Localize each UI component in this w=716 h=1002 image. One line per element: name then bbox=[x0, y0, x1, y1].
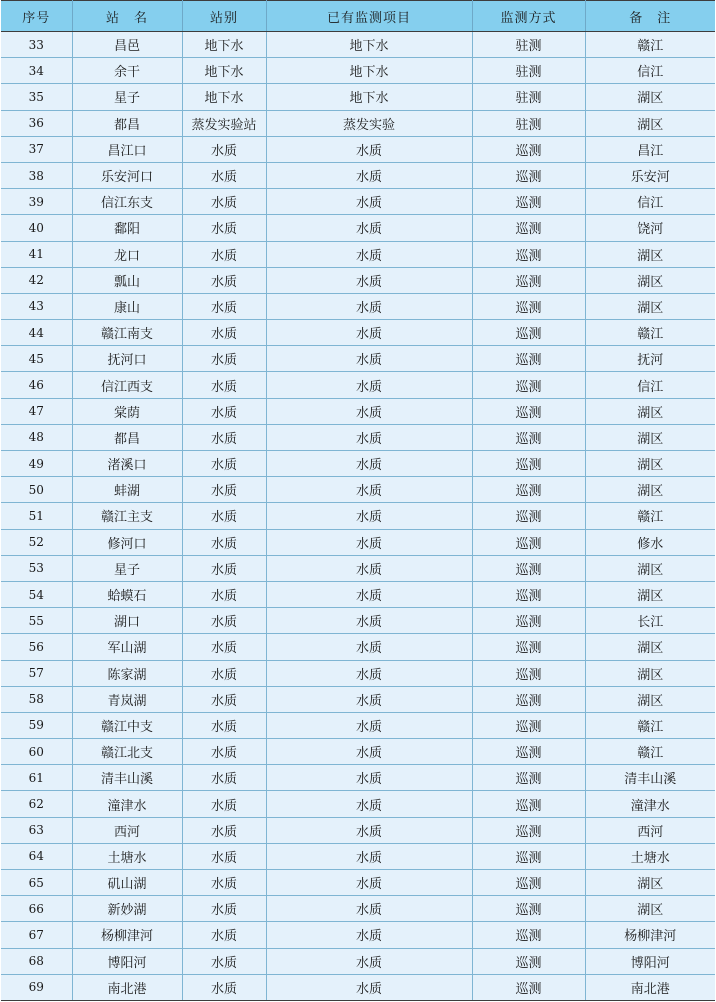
cell-method: 驻测 bbox=[472, 32, 585, 58]
cell-method: 巡测 bbox=[472, 372, 585, 398]
table-row bbox=[1, 634, 715, 660]
cell-method: 巡测 bbox=[472, 162, 585, 188]
table-row bbox=[1, 293, 715, 319]
cell-name: 余干 bbox=[72, 58, 182, 84]
cell-note: 南北港 bbox=[585, 974, 715, 1000]
table-row bbox=[1, 870, 715, 896]
cell-type: 地下水 bbox=[182, 58, 266, 84]
cell-seq: 61 bbox=[1, 765, 72, 791]
cell-items: 水质 bbox=[266, 608, 472, 634]
cell-note: 湖区 bbox=[585, 555, 715, 581]
table-body bbox=[1, 32, 715, 1001]
cell-items: 水质 bbox=[266, 372, 472, 398]
cell-items: 水质 bbox=[266, 477, 472, 503]
cell-note: 赣江 bbox=[585, 503, 715, 529]
cell-method: 巡测 bbox=[472, 843, 585, 869]
cell-seq: 35 bbox=[1, 84, 72, 110]
header-items: 已有监测项目 bbox=[266, 1, 472, 32]
cell-items: 水质 bbox=[266, 922, 472, 948]
cell-note: 信江 bbox=[585, 372, 715, 398]
cell-seq: 33 bbox=[1, 32, 72, 58]
cell-method: 巡测 bbox=[472, 293, 585, 319]
cell-seq: 51 bbox=[1, 503, 72, 529]
cell-type: 水质 bbox=[182, 765, 266, 791]
header-row bbox=[1, 1, 715, 32]
cell-note: 饶河 bbox=[585, 215, 715, 241]
cell-seq: 34 bbox=[1, 58, 72, 84]
cell-note: 湖区 bbox=[585, 110, 715, 136]
cell-method: 驻测 bbox=[472, 58, 585, 84]
cell-type: 水质 bbox=[182, 372, 266, 398]
table-row bbox=[1, 922, 715, 948]
cell-name: 渚溪口 bbox=[72, 451, 182, 477]
cell-note: 湖区 bbox=[585, 660, 715, 686]
cell-seq: 49 bbox=[1, 451, 72, 477]
cell-seq: 48 bbox=[1, 424, 72, 450]
cell-type: 水质 bbox=[182, 346, 266, 372]
cell-type: 水质 bbox=[182, 267, 266, 293]
cell-items: 水质 bbox=[266, 555, 472, 581]
cell-name: 蛤蟆石 bbox=[72, 581, 182, 607]
cell-method: 巡测 bbox=[472, 739, 585, 765]
cell-items: 水质 bbox=[266, 817, 472, 843]
table-row bbox=[1, 424, 715, 450]
cell-note: 赣江 bbox=[585, 32, 715, 58]
cell-method: 巡测 bbox=[472, 581, 585, 607]
cell-seq: 62 bbox=[1, 791, 72, 817]
table-row bbox=[1, 267, 715, 293]
table-row bbox=[1, 739, 715, 765]
cell-seq: 66 bbox=[1, 896, 72, 922]
cell-note: 杨柳津河 bbox=[585, 922, 715, 948]
cell-note: 抚河 bbox=[585, 346, 715, 372]
cell-name: 湖口 bbox=[72, 608, 182, 634]
table-row bbox=[1, 58, 715, 84]
cell-name: 信江西支 bbox=[72, 372, 182, 398]
table-row bbox=[1, 896, 715, 922]
header-name: 站 名 bbox=[72, 1, 182, 32]
cell-type: 水质 bbox=[182, 634, 266, 660]
cell-method: 巡测 bbox=[472, 189, 585, 215]
cell-seq: 59 bbox=[1, 712, 72, 738]
cell-items: 水质 bbox=[266, 948, 472, 974]
cell-type: 水质 bbox=[182, 922, 266, 948]
cell-note: 赣江 bbox=[585, 320, 715, 346]
cell-type: 水质 bbox=[182, 136, 266, 162]
cell-name: 军山湖 bbox=[72, 634, 182, 660]
cell-items: 水质 bbox=[266, 451, 472, 477]
cell-note: 湖区 bbox=[585, 267, 715, 293]
cell-name: 鄱阳 bbox=[72, 215, 182, 241]
cell-items: 水质 bbox=[266, 765, 472, 791]
table-row bbox=[1, 608, 715, 634]
cell-seq: 45 bbox=[1, 346, 72, 372]
cell-type: 水质 bbox=[182, 424, 266, 450]
cell-method: 巡测 bbox=[472, 424, 585, 450]
cell-seq: 47 bbox=[1, 398, 72, 424]
table-row bbox=[1, 581, 715, 607]
table-row bbox=[1, 765, 715, 791]
cell-name: 潼津水 bbox=[72, 791, 182, 817]
cell-name: 都昌 bbox=[72, 110, 182, 136]
cell-note: 博阳河 bbox=[585, 948, 715, 974]
cell-note: 湖区 bbox=[585, 477, 715, 503]
cell-type: 水质 bbox=[182, 477, 266, 503]
cell-name: 南北港 bbox=[72, 974, 182, 1000]
table-row bbox=[1, 503, 715, 529]
cell-name: 龙口 bbox=[72, 241, 182, 267]
cell-seq: 53 bbox=[1, 555, 72, 581]
cell-type: 水质 bbox=[182, 686, 266, 712]
cell-seq: 60 bbox=[1, 739, 72, 765]
table-row bbox=[1, 189, 715, 215]
cell-method: 巡测 bbox=[472, 215, 585, 241]
cell-method: 巡测 bbox=[472, 712, 585, 738]
table-row bbox=[1, 791, 715, 817]
cell-items: 水质 bbox=[266, 581, 472, 607]
cell-items: 水质 bbox=[266, 503, 472, 529]
cell-name: 棠荫 bbox=[72, 398, 182, 424]
cell-type: 水质 bbox=[182, 241, 266, 267]
cell-method: 驻测 bbox=[472, 84, 585, 110]
table-row bbox=[1, 32, 715, 58]
cell-seq: 58 bbox=[1, 686, 72, 712]
cell-items: 水质 bbox=[266, 896, 472, 922]
table-row bbox=[1, 241, 715, 267]
cell-name: 杨柳津河 bbox=[72, 922, 182, 948]
cell-method: 巡测 bbox=[472, 451, 585, 477]
cell-note: 昌江 bbox=[585, 136, 715, 162]
cell-method: 巡测 bbox=[472, 791, 585, 817]
cell-name: 昌邑 bbox=[72, 32, 182, 58]
table-row bbox=[1, 84, 715, 110]
cell-items: 水质 bbox=[266, 320, 472, 346]
cell-name: 博阳河 bbox=[72, 948, 182, 974]
table-row bbox=[1, 843, 715, 869]
cell-items: 水质 bbox=[266, 293, 472, 319]
cell-note: 湖区 bbox=[585, 451, 715, 477]
table-row bbox=[1, 398, 715, 424]
table-row bbox=[1, 451, 715, 477]
table-row bbox=[1, 712, 715, 738]
table-row bbox=[1, 817, 715, 843]
cell-items: 水质 bbox=[266, 974, 472, 1000]
cell-name: 修河口 bbox=[72, 529, 182, 555]
cell-seq: 42 bbox=[1, 267, 72, 293]
cell-name: 赣江南支 bbox=[72, 320, 182, 346]
cell-items: 水质 bbox=[266, 398, 472, 424]
cell-items: 水质 bbox=[266, 424, 472, 450]
table-row bbox=[1, 110, 715, 136]
cell-name: 青岚湖 bbox=[72, 686, 182, 712]
cell-type: 水质 bbox=[182, 739, 266, 765]
cell-name: 蚌湖 bbox=[72, 477, 182, 503]
cell-note: 土塘水 bbox=[585, 843, 715, 869]
cell-items: 水质 bbox=[266, 843, 472, 869]
cell-name: 瓢山 bbox=[72, 267, 182, 293]
cell-note: 湖区 bbox=[585, 870, 715, 896]
cell-seq: 43 bbox=[1, 293, 72, 319]
cell-type: 水质 bbox=[182, 896, 266, 922]
table-row bbox=[1, 372, 715, 398]
cell-note: 清丰山溪 bbox=[585, 765, 715, 791]
cell-items: 水质 bbox=[266, 136, 472, 162]
cell-note: 湖区 bbox=[585, 424, 715, 450]
cell-method: 巡测 bbox=[472, 477, 585, 503]
cell-name: 土塘水 bbox=[72, 843, 182, 869]
cell-method: 巡测 bbox=[472, 870, 585, 896]
cell-type: 水质 bbox=[182, 398, 266, 424]
cell-name: 信江东支 bbox=[72, 189, 182, 215]
cell-seq: 69 bbox=[1, 974, 72, 1000]
cell-items: 水质 bbox=[266, 634, 472, 660]
cell-items: 水质 bbox=[266, 529, 472, 555]
cell-note: 信江 bbox=[585, 58, 715, 84]
table-row bbox=[1, 477, 715, 503]
cell-items: 水质 bbox=[266, 791, 472, 817]
table-row bbox=[1, 974, 715, 1000]
cell-note: 湖区 bbox=[585, 581, 715, 607]
cell-items: 水质 bbox=[266, 267, 472, 293]
cell-note: 潼津水 bbox=[585, 791, 715, 817]
cell-type: 水质 bbox=[182, 843, 266, 869]
header-type: 站别 bbox=[182, 1, 266, 32]
cell-seq: 44 bbox=[1, 320, 72, 346]
cell-type: 地下水 bbox=[182, 32, 266, 58]
cell-name: 康山 bbox=[72, 293, 182, 319]
table-row bbox=[1, 320, 715, 346]
cell-type: 水质 bbox=[182, 215, 266, 241]
cell-items: 水质 bbox=[266, 660, 472, 686]
cell-note: 长江 bbox=[585, 608, 715, 634]
cell-type: 水质 bbox=[182, 660, 266, 686]
cell-type: 水质 bbox=[182, 870, 266, 896]
header-seq: 序号 bbox=[1, 1, 72, 32]
header-method: 监测方式 bbox=[472, 1, 585, 32]
cell-seq: 37 bbox=[1, 136, 72, 162]
cell-method: 巡测 bbox=[472, 765, 585, 791]
cell-items: 水质 bbox=[266, 686, 472, 712]
cell-seq: 68 bbox=[1, 948, 72, 974]
cell-method: 巡测 bbox=[472, 686, 585, 712]
cell-seq: 38 bbox=[1, 162, 72, 188]
cell-note: 湖区 bbox=[585, 686, 715, 712]
cell-seq: 50 bbox=[1, 477, 72, 503]
cell-method: 巡测 bbox=[472, 267, 585, 293]
cell-type: 水质 bbox=[182, 451, 266, 477]
cell-type: 水质 bbox=[182, 320, 266, 346]
cell-items: 水质 bbox=[266, 189, 472, 215]
cell-method: 巡测 bbox=[472, 320, 585, 346]
cell-seq: 56 bbox=[1, 634, 72, 660]
cell-type: 地下水 bbox=[182, 84, 266, 110]
cell-method: 巡测 bbox=[472, 398, 585, 424]
table-row bbox=[1, 686, 715, 712]
cell-items: 地下水 bbox=[266, 58, 472, 84]
cell-type: 水质 bbox=[182, 189, 266, 215]
table-row bbox=[1, 215, 715, 241]
cell-type: 水质 bbox=[182, 529, 266, 555]
cell-method: 驻测 bbox=[472, 110, 585, 136]
cell-items: 水质 bbox=[266, 346, 472, 372]
cell-items: 水质 bbox=[266, 162, 472, 188]
cell-type: 水质 bbox=[182, 293, 266, 319]
cell-items: 水质 bbox=[266, 712, 472, 738]
cell-items: 水质 bbox=[266, 215, 472, 241]
cell-note: 湖区 bbox=[585, 398, 715, 424]
cell-type: 水质 bbox=[182, 503, 266, 529]
cell-seq: 65 bbox=[1, 870, 72, 896]
cell-name: 都昌 bbox=[72, 424, 182, 450]
cell-seq: 55 bbox=[1, 608, 72, 634]
table-row bbox=[1, 346, 715, 372]
cell-name: 矶山湖 bbox=[72, 870, 182, 896]
cell-type: 水质 bbox=[182, 162, 266, 188]
cell-type: 水质 bbox=[182, 817, 266, 843]
cell-items: 水质 bbox=[266, 739, 472, 765]
cell-name: 抚河口 bbox=[72, 346, 182, 372]
cell-type: 水质 bbox=[182, 974, 266, 1000]
cell-type: 水质 bbox=[182, 581, 266, 607]
cell-name: 西河 bbox=[72, 817, 182, 843]
table-row bbox=[1, 555, 715, 581]
cell-note: 乐安河 bbox=[585, 162, 715, 188]
cell-method: 巡测 bbox=[472, 974, 585, 1000]
cell-type: 水质 bbox=[182, 555, 266, 581]
cell-method: 巡测 bbox=[472, 922, 585, 948]
cell-seq: 67 bbox=[1, 922, 72, 948]
station-table bbox=[1, 0, 715, 1001]
cell-type: 水质 bbox=[182, 712, 266, 738]
table-header bbox=[1, 1, 715, 32]
cell-method: 巡测 bbox=[472, 948, 585, 974]
cell-seq: 54 bbox=[1, 581, 72, 607]
cell-method: 巡测 bbox=[472, 529, 585, 555]
cell-type: 水质 bbox=[182, 608, 266, 634]
cell-method: 巡测 bbox=[472, 634, 585, 660]
cell-seq: 52 bbox=[1, 529, 72, 555]
cell-note: 信江 bbox=[585, 189, 715, 215]
cell-note: 修水 bbox=[585, 529, 715, 555]
table-row bbox=[1, 162, 715, 188]
cell-note: 湖区 bbox=[585, 241, 715, 267]
cell-method: 巡测 bbox=[472, 608, 585, 634]
cell-note: 赣江 bbox=[585, 712, 715, 738]
table-row bbox=[1, 948, 715, 974]
cell-method: 巡测 bbox=[472, 503, 585, 529]
cell-items: 水质 bbox=[266, 241, 472, 267]
cell-note: 湖区 bbox=[585, 293, 715, 319]
cell-note: 赣江 bbox=[585, 739, 715, 765]
table-row bbox=[1, 136, 715, 162]
cell-seq: 57 bbox=[1, 660, 72, 686]
cell-seq: 40 bbox=[1, 215, 72, 241]
cell-name: 赣江中支 bbox=[72, 712, 182, 738]
cell-type: 水质 bbox=[182, 948, 266, 974]
cell-items: 地下水 bbox=[266, 84, 472, 110]
cell-name: 星子 bbox=[72, 84, 182, 110]
cell-seq: 41 bbox=[1, 241, 72, 267]
header-note: 备 注 bbox=[585, 1, 715, 32]
cell-method: 巡测 bbox=[472, 660, 585, 686]
cell-note: 湖区 bbox=[585, 634, 715, 660]
cell-note: 湖区 bbox=[585, 896, 715, 922]
cell-method: 巡测 bbox=[472, 555, 585, 581]
cell-type: 蒸发实验站 bbox=[182, 110, 266, 136]
cell-seq: 63 bbox=[1, 817, 72, 843]
cell-name: 清丰山溪 bbox=[72, 765, 182, 791]
cell-method: 巡测 bbox=[472, 896, 585, 922]
cell-items: 水质 bbox=[266, 870, 472, 896]
table-row bbox=[1, 529, 715, 555]
cell-name: 新妙湖 bbox=[72, 896, 182, 922]
cell-method: 巡测 bbox=[472, 817, 585, 843]
cell-type: 水质 bbox=[182, 791, 266, 817]
cell-seq: 36 bbox=[1, 110, 72, 136]
cell-method: 巡测 bbox=[472, 136, 585, 162]
cell-name: 星子 bbox=[72, 555, 182, 581]
cell-items: 地下水 bbox=[266, 32, 472, 58]
cell-seq: 39 bbox=[1, 189, 72, 215]
cell-name: 赣江北支 bbox=[72, 739, 182, 765]
cell-name: 陈家湖 bbox=[72, 660, 182, 686]
cell-name: 昌江口 bbox=[72, 136, 182, 162]
table-row bbox=[1, 660, 715, 686]
cell-note: 湖区 bbox=[585, 84, 715, 110]
cell-note: 西河 bbox=[585, 817, 715, 843]
cell-method: 巡测 bbox=[472, 241, 585, 267]
cell-items: 蒸发实验 bbox=[266, 110, 472, 136]
cell-name: 赣江主支 bbox=[72, 503, 182, 529]
table-container bbox=[1, 0, 715, 1001]
cell-method: 巡测 bbox=[472, 346, 585, 372]
cell-seq: 64 bbox=[1, 843, 72, 869]
cell-name: 乐安河口 bbox=[72, 162, 182, 188]
cell-seq: 46 bbox=[1, 372, 72, 398]
